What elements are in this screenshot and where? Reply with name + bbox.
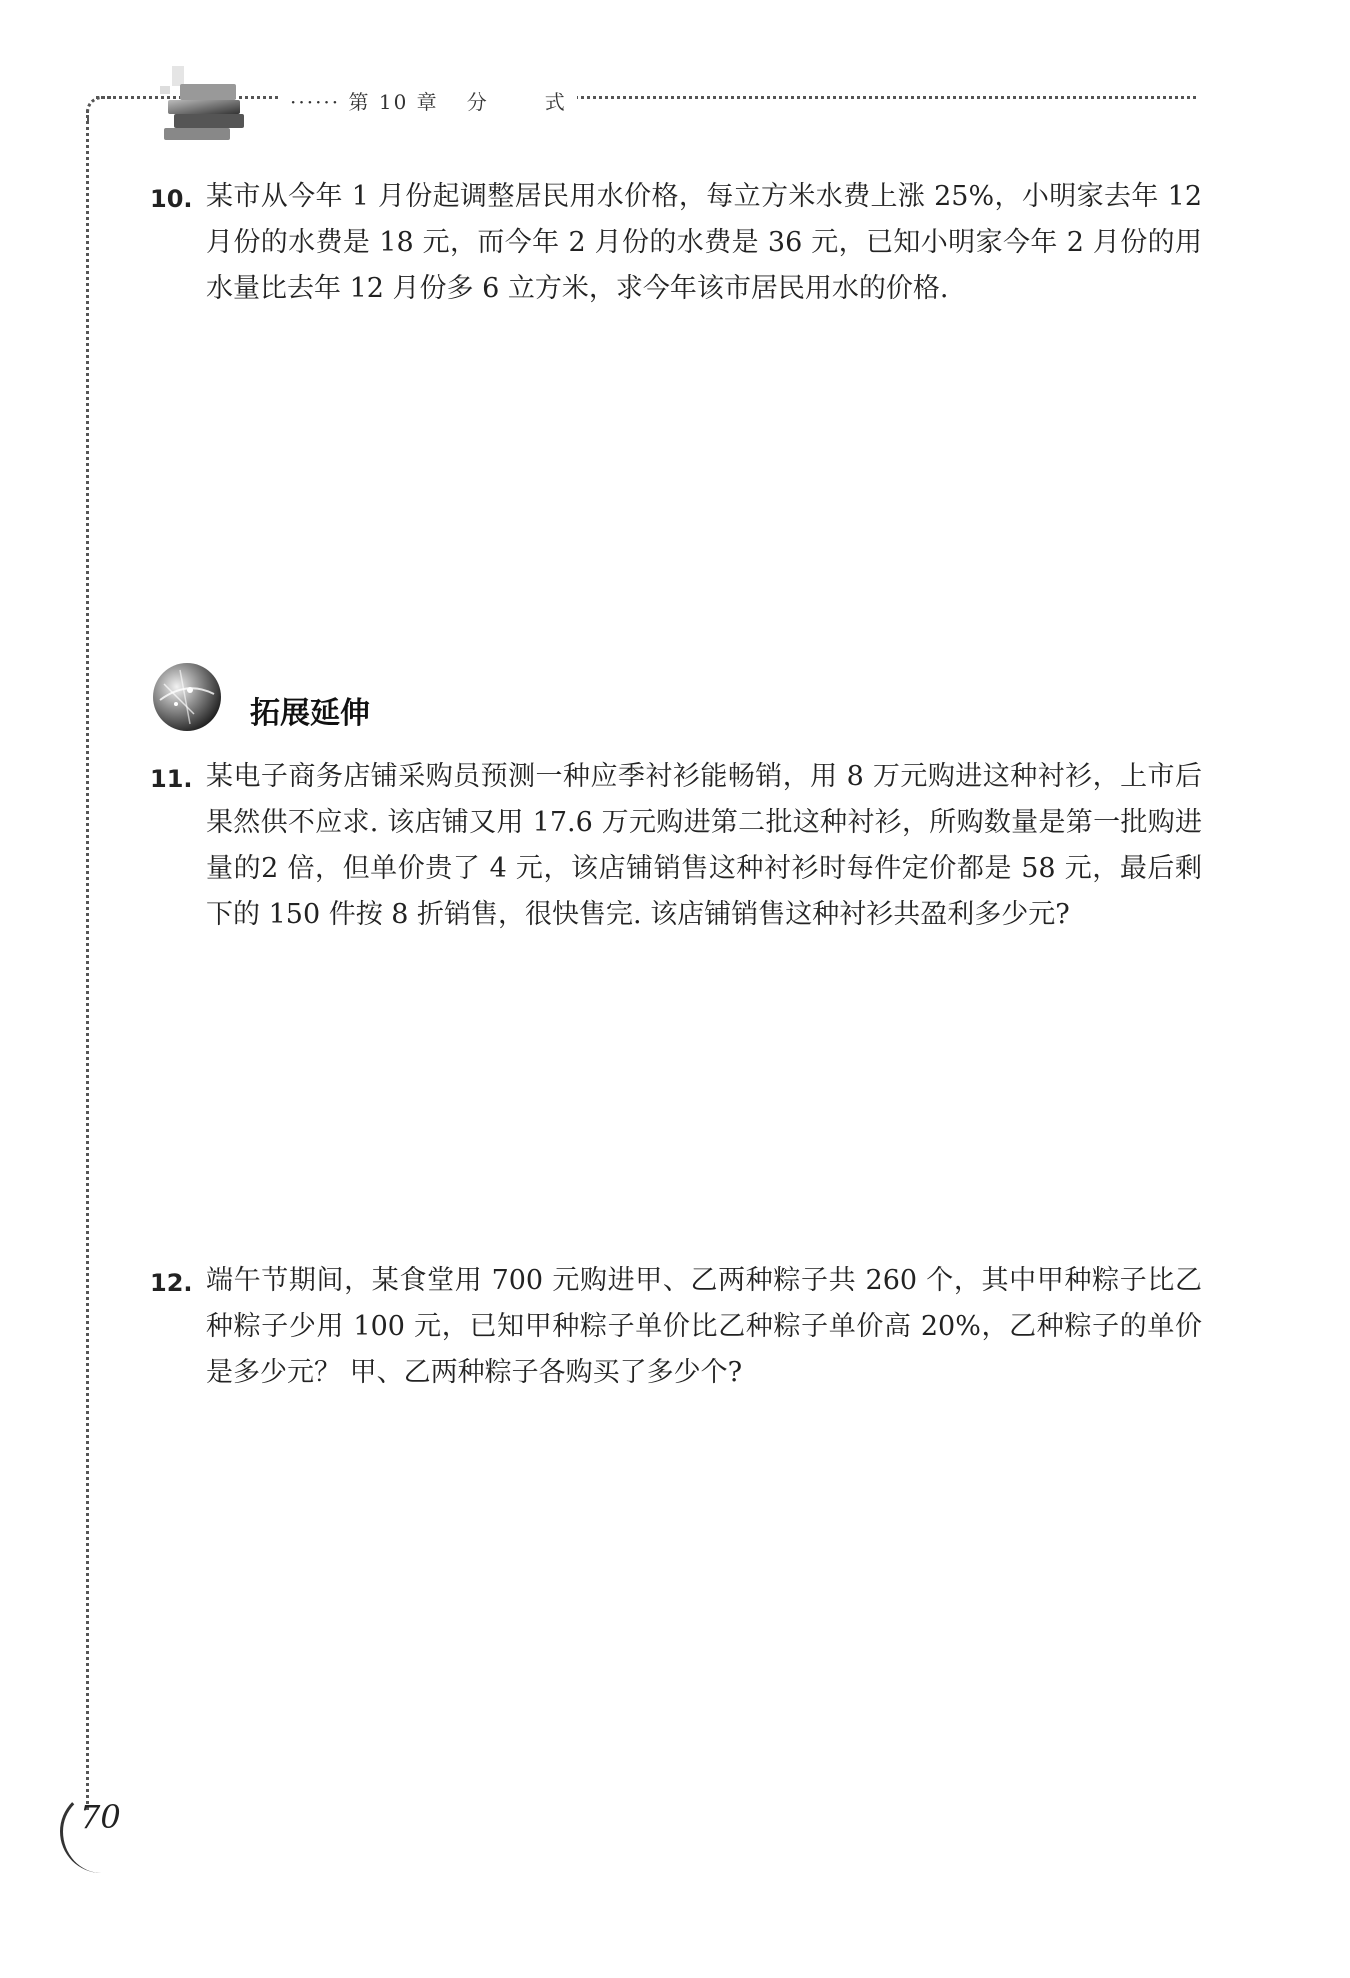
books-logo-icon [150, 56, 260, 146]
problem-text: 某市从今年 1 月份起调整居民用水价格，每立方米水费上涨 25%，小明家去年 12 月份的水费是 18 元，而今年 2 月份的水费是 36 元，已知小明家今年 2 月份的用水量比去年 12 月份多 6 立方米，求今年该市居民用水的价格. [206, 181, 1202, 304]
header-corner [86, 96, 111, 121]
problem-text: 端午节期间，某食堂用 700 元购进甲、乙两种粽子共 260 个，其中甲种粽子比乙种粽子少用 100 元，已知甲种粽子单价比乙种粽子单价高 20%，乙种粽子的单价是多少元？ 甲、乙两种粽子各购买了多少个? [206, 1265, 1202, 1388]
section-heading [150, 660, 550, 740]
problem-number: 10. [150, 185, 193, 213]
globe-icon [150, 660, 224, 734]
chapter-title-char-2: 式 [544, 90, 567, 114]
chapter-header: ······ 第 10 章 分 式 [280, 86, 577, 115]
section-title: 拓展延伸 [250, 696, 370, 731]
problem-text: 某电子商务店铺采购员预测一种应季衬衫能畅销，用 8 万元购进这种衬衫，上市后果然供不应求. 该店铺又用 17.6 万元购进第二批这种衬衫，所购数量是第一批购进量的2 倍，但单价贵了 4 元，该店铺销售这种衬衫时每件定价都是 58 元，最后剩下的 150 件按 8 折销售，很快售完. 该店铺销售这种衬衫共盈利多少元? [206, 761, 1202, 930]
left-margin-dotted-line [86, 110, 89, 1810]
problem-10 [150, 174, 1202, 312]
chapter-title-char-1: 分 [466, 90, 489, 114]
problem-number: 11. [150, 765, 193, 793]
problem-12 [150, 1258, 1202, 1396]
problem-11 [150, 754, 1202, 938]
header-dotted-line [96, 96, 1196, 99]
problem-number: 12. [150, 1269, 193, 1297]
page-number: 70 [80, 1798, 121, 1836]
chapter-label: 第 10 章 [348, 90, 439, 114]
